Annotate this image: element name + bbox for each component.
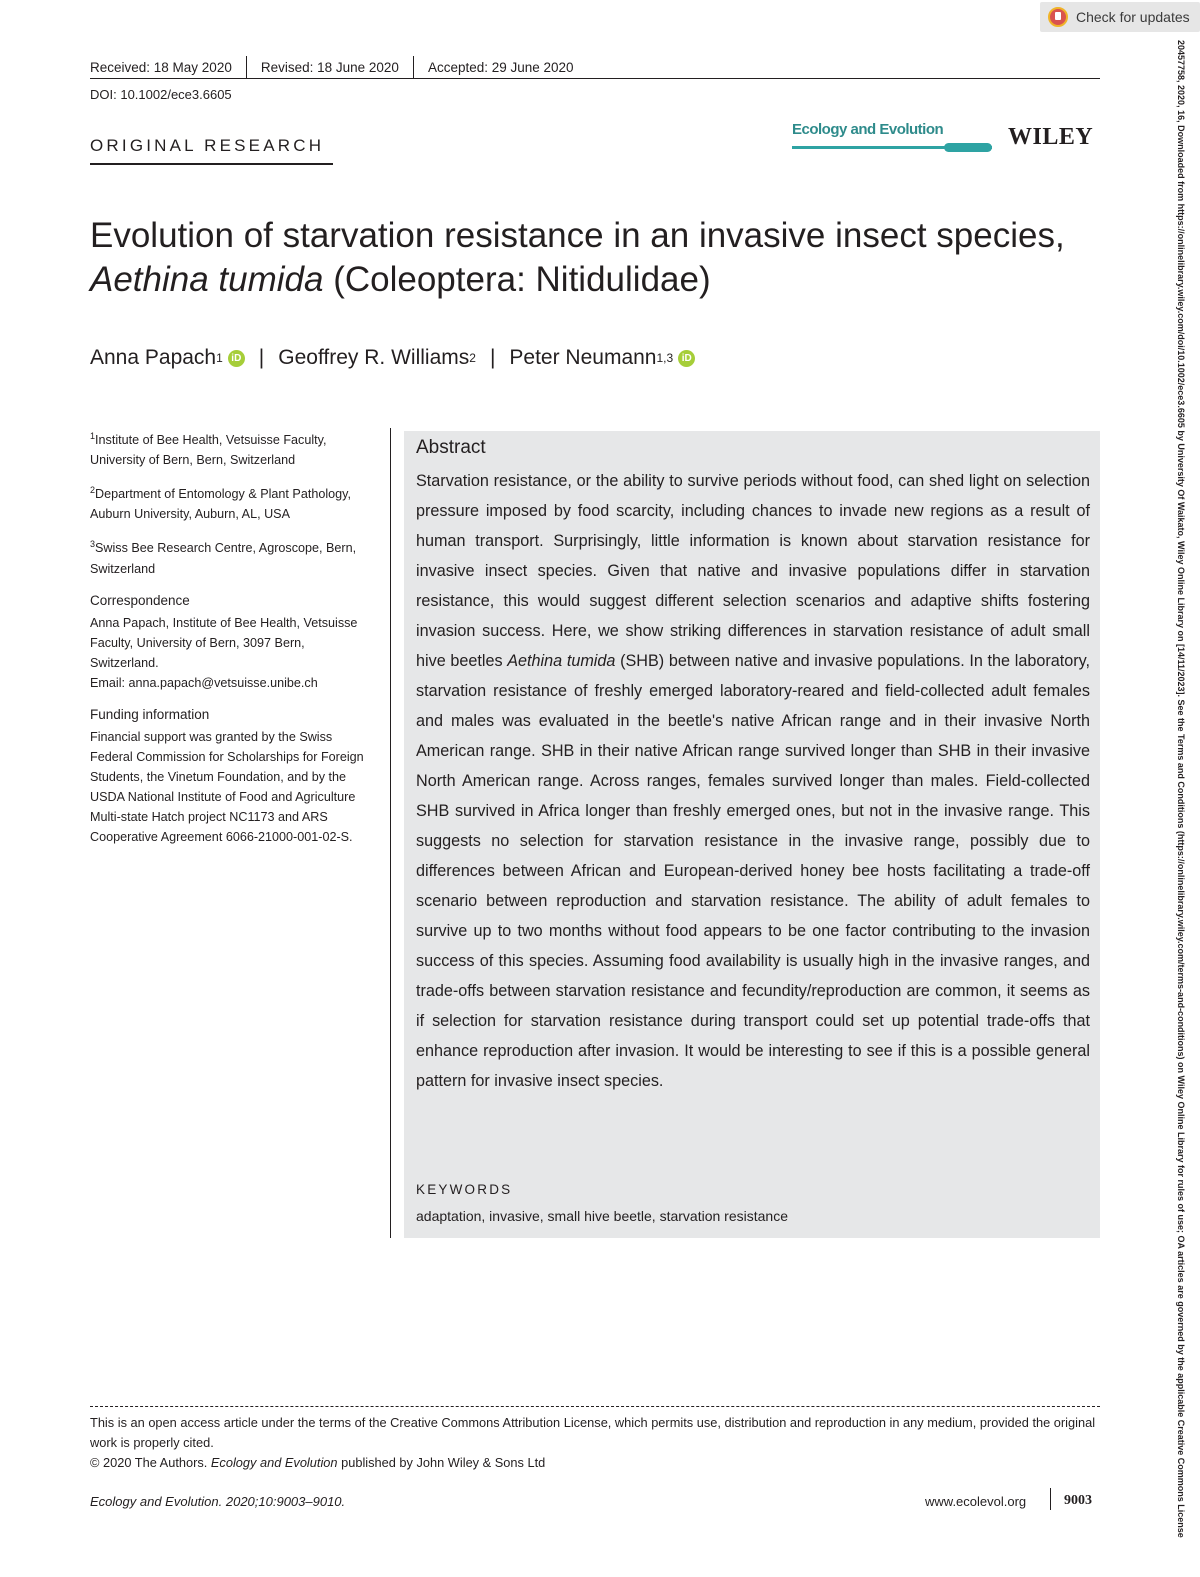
keywords-heading: KEYWORDS — [416, 1182, 513, 1197]
divider — [246, 56, 247, 78]
article-title — [90, 214, 1110, 302]
abstract-part: (SHB) between native and invasive populations. In the laboratory, starvation resistance of freshly emerged laboratory-reared and field-collected adult females and males was evaluated in the beetle's native African range and in their invasive North American range. SHB in their native African range survived longer than SHB in their invasive North American range. Across ranges, females survived longer than males. Field-collected SHB survived in Africa longer than freshly emerged ones, but not in the invasive range. This suggests no selection for starvation resistance in the invasive range, possibly due to differences between African and European-derived honey bee hosts facilitating a trade-off scenario between reproduction and starvation resistance. The ability of adult females to survive up to two months without food appears to be one factor contributing to the invasion success of this species. Assuming food availability is usually high in the invasive ranges, and trade-offs between starvation resistance and fecundity/reproduction are common, it seems as if selection for starvation resistance during transport could set up potential trade-offs that enhance reproduction after invasion. It would be interesting to see if this is a possible general pattern for invasive insect species. — [416, 652, 1091, 1090]
affiliation — [90, 480, 375, 524]
orcid-icon[interactable]: iD — [678, 350, 695, 367]
copyright-journal: Ecology and Evolution — [210, 1455, 338, 1470]
journal-url[interactable]: www.ecolevol.org — [925, 1494, 1027, 1509]
affiliation-text: Department of Entomology & Plant Pathology, Auburn University, Auburn, AL, USA — [90, 487, 351, 522]
copyright — [90, 1453, 1100, 1473]
copyright-post: published by John Wiley & Sons Ltd — [337, 1455, 546, 1470]
revised-date: Revised: 18 June 2020 — [260, 59, 399, 75]
divider — [413, 56, 414, 78]
license-block — [90, 1413, 1100, 1473]
divider — [1050, 1488, 1051, 1510]
author-name[interactable]: Anna Papach — [90, 346, 217, 369]
abstract-heading: Abstract — [416, 437, 486, 458]
check-for-updates-label: Check for updates — [1076, 9, 1190, 25]
divider: | — [258, 346, 265, 369]
received-date: Received: 18 May 2020 — [90, 59, 232, 75]
citation-text: Ecology and Evolution. 2020;10:9003–9010. — [90, 1494, 346, 1509]
bookmark-icon — [1048, 7, 1068, 27]
title-line1: Evolution of starvation resistance in an invasive insect species, — [90, 216, 1065, 255]
header-rule — [90, 78, 1100, 79]
author-list — [90, 346, 695, 370]
abstract-species: Aethina tumida — [507, 652, 616, 670]
journal-logo: Ecology and Evolution — [792, 121, 944, 138]
correspondence-text: Anna Papach, Institute of Bee Health, Vetsuisse Faculty, University of Bern, 3097 Bern, Switzerland. — [90, 615, 358, 670]
funding-text: Financial support was granted by the Swiss Federal Commission for Scholarships for Foreign Students, the Vinetum Foundation, and by the USDA National Institute of Food and Agriculture Multi-state Hatch project NC1173 and ARS Cooperative Agreement 6066-21000-001-02-S. — [90, 729, 364, 844]
author-affil: 1,3 — [656, 351, 674, 365]
author-name[interactable]: Geoffrey R. Williams — [278, 346, 470, 369]
correspondence-heading: Correspondence — [90, 592, 190, 608]
correspondence-email[interactable]: Email: anna.papach@vetsuisse.unibe.ch — [90, 675, 318, 690]
author-name[interactable]: Peter Neumann — [509, 346, 657, 369]
article-info-column — [90, 426, 375, 857]
divider: | — [489, 346, 496, 369]
open-access-badge — [944, 143, 992, 152]
check-for-updates-button[interactable] — [1040, 2, 1200, 32]
affiliation-text: Swiss Bee Research Centre, Agroscope, Bern, Switzerland — [90, 541, 357, 576]
title-rest: (Coleoptera: Nitidulidae) — [323, 260, 711, 299]
abstract-text — [416, 466, 1090, 1096]
column-divider — [390, 428, 391, 1238]
article-dates — [90, 56, 574, 78]
doi[interactable]: DOI: 10.1002/ece3.6605 — [90, 87, 232, 102]
author-affil: 1 — [216, 351, 223, 365]
author-affil: 2 — [469, 351, 476, 365]
affiliation-text: Institute of Bee Health, Vetsuisse Faculty, University of Bern, Bern, Switzerland — [90, 433, 327, 468]
license-rule — [90, 1406, 1100, 1407]
article-type: ORIGINAL RESEARCH — [90, 136, 325, 155]
publisher-logo: WILEY — [1008, 124, 1094, 150]
page-number: 9003 — [1064, 1493, 1092, 1508]
citation-footer — [90, 1494, 345, 1509]
affiliation-number: 2 — [90, 485, 96, 496]
affiliation — [90, 426, 375, 470]
affiliation-number: 1 — [90, 431, 96, 441]
affiliation-number: 3 — [90, 539, 96, 550]
copyright-pre: © 2020 The Authors. — [90, 1455, 211, 1470]
license-text: This is an open access article under the terms of the Creative Commons Attribution License, which permits use, distribution and reproduction in any medium, provided the original work is properly cited. — [90, 1415, 1096, 1450]
accepted-date: Accepted: 29 June 2020 — [427, 59, 574, 75]
keywords-text: adaptation, invasive, small hive beetle, starvation resistance — [416, 1208, 788, 1224]
funding-heading: Funding information — [90, 706, 210, 722]
orcid-icon[interactable]: iD — [228, 350, 245, 367]
article-type-rule — [90, 163, 333, 165]
download-side-note: 20457758, 2020, 16, Downloaded from https://onlinelibrary.wiley.com/doi/10.1002/ece3.6605 by University Of Waikato, Wiley Online Library on [14/11/2023]. See the Terms and Conditions (https://onlinelibrary.wiley.com/terms-and-conditions) on Wiley Online Library for rules of use; OA articles are governed by the applicable Creative Commons License — [1176, 40, 1186, 1538]
title-species: Aethina tumida — [90, 260, 324, 299]
abstract-part: Starvation resistance, or the ability to survive periods without food, can shed light on selection pressure imposed by food scarcity, including chances to invade new regions as a result of human transport. Surprisingly, little information is known about starvation resistance for invasive insect species. Given that native and invasive populations differ in starvation resistance, this would suggest different selection scenarios and adaptive shifts fostering invasion success. Here, we show striking differences in starvation resistance of adult small hive beetles — [416, 472, 1090, 670]
affiliation — [90, 534, 375, 578]
